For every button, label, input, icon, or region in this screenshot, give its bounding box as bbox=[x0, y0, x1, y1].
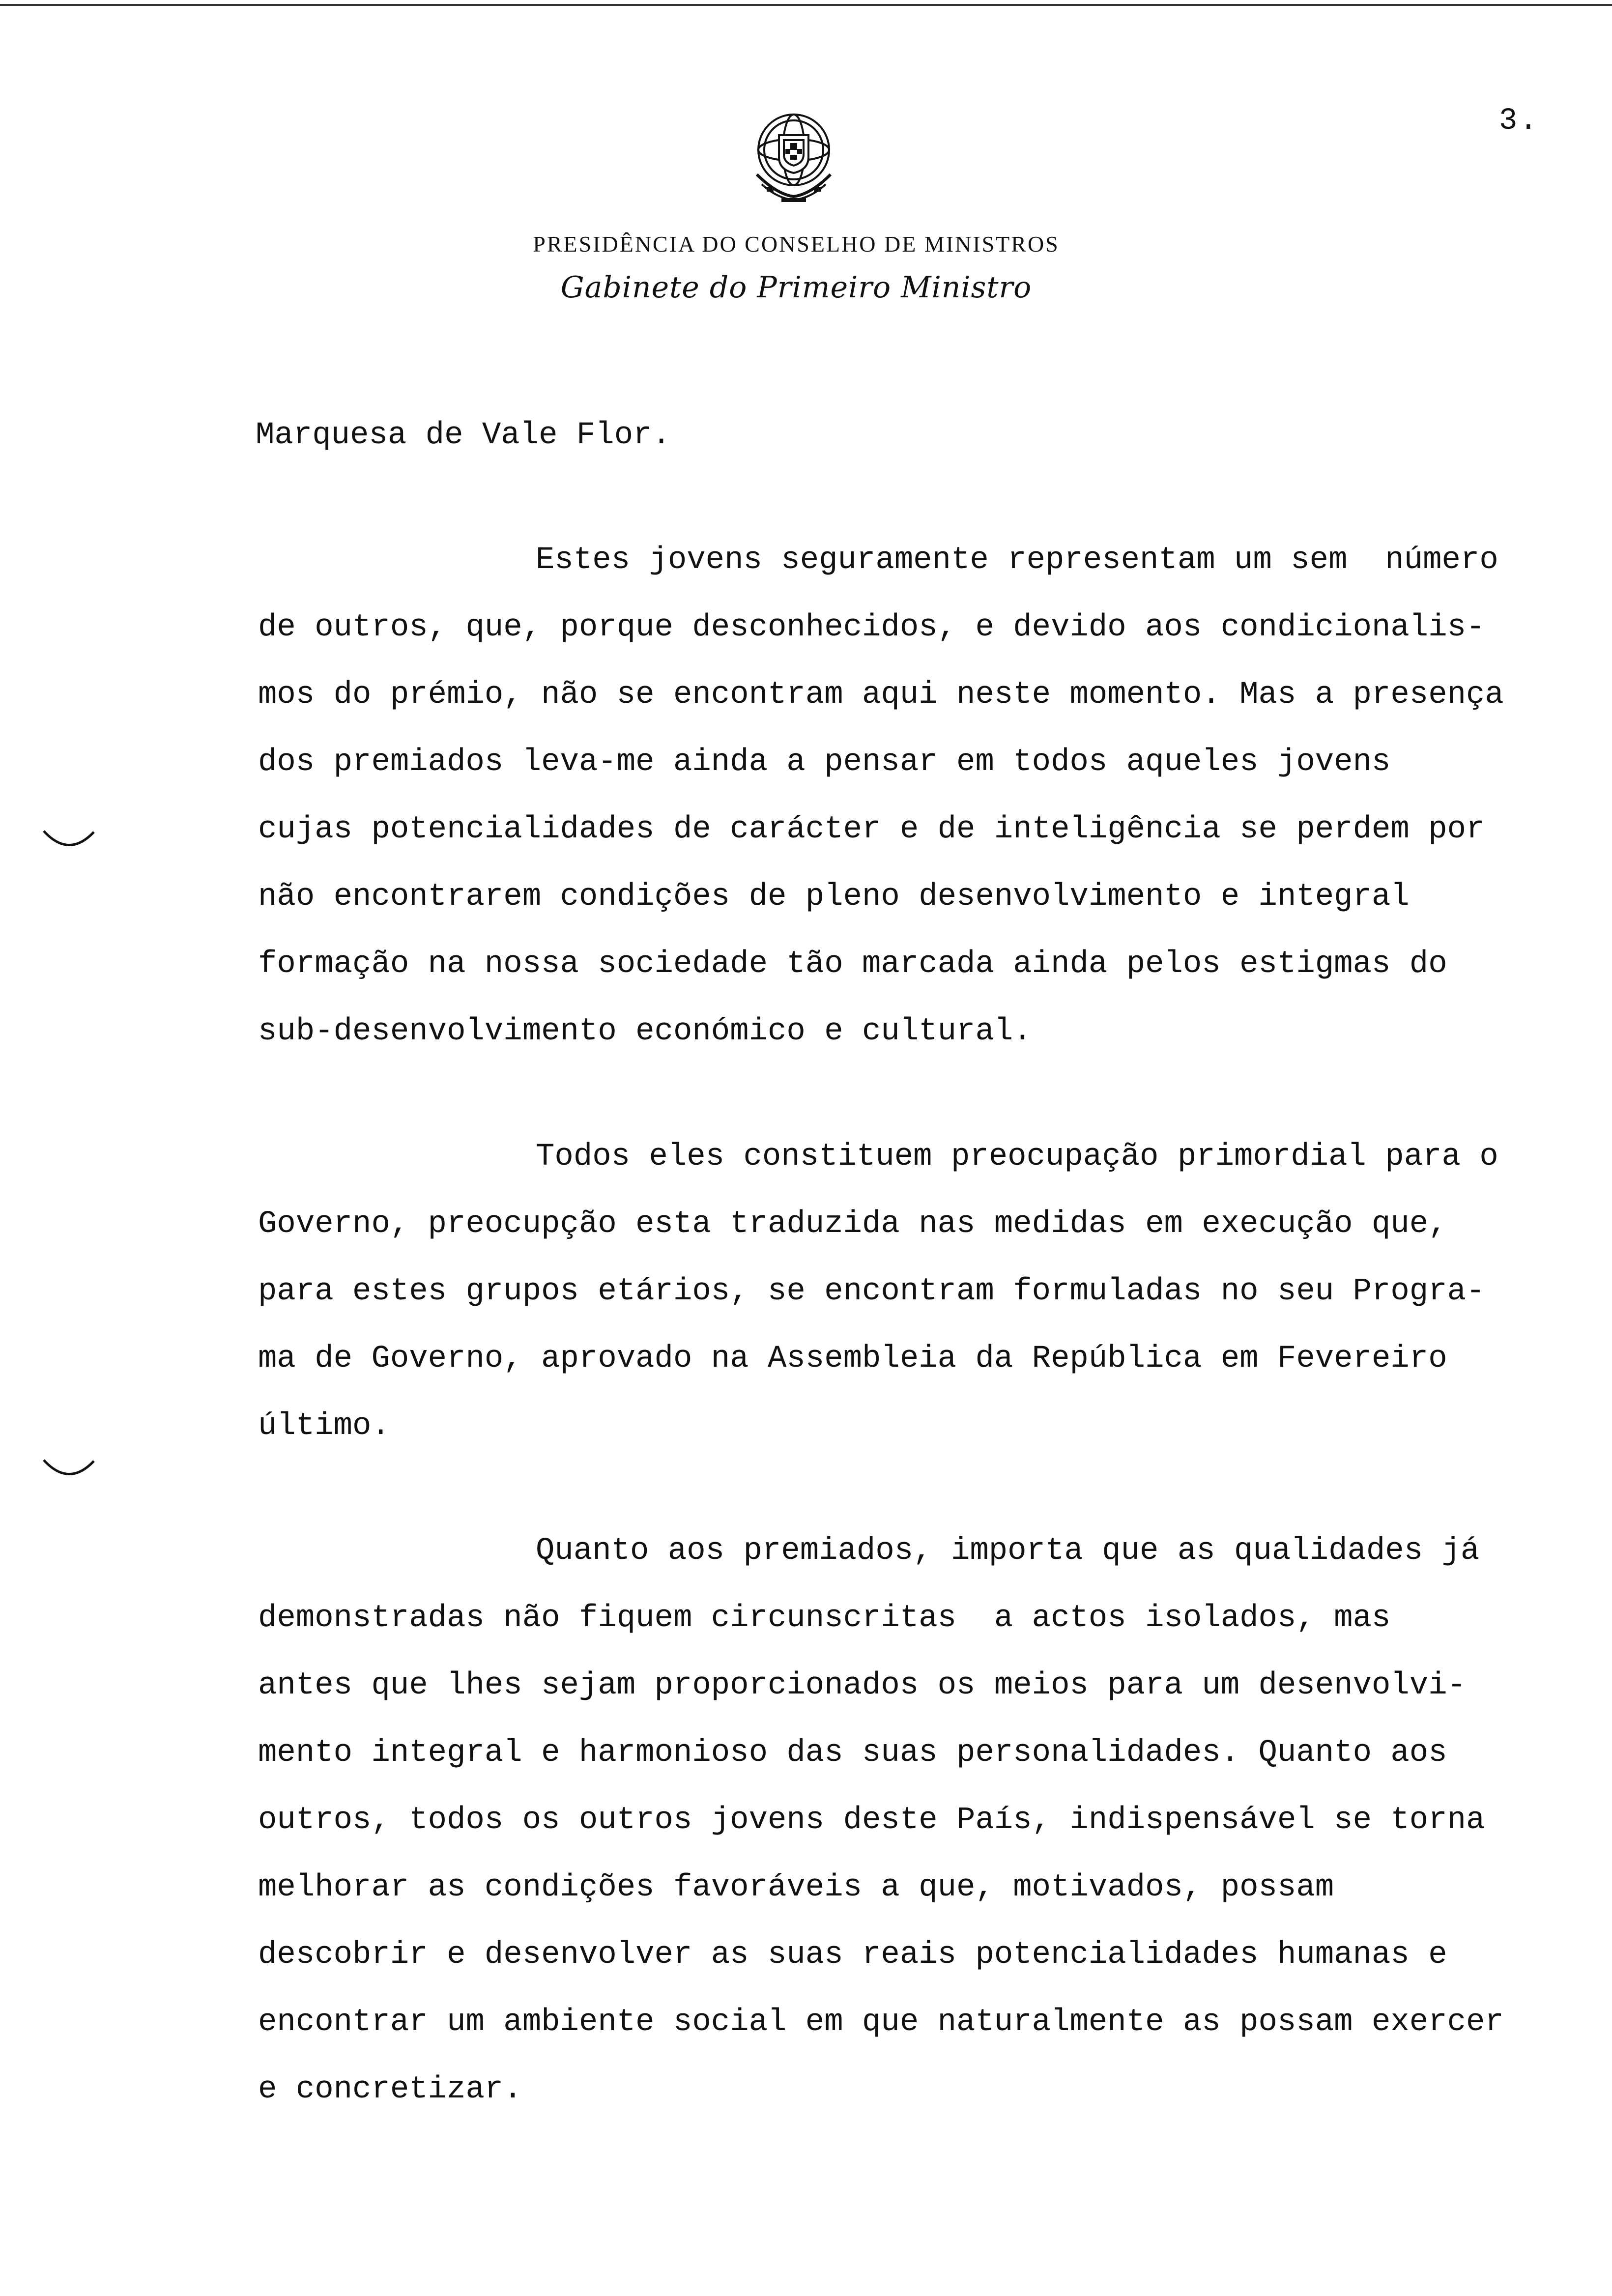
binding-hole-mark-icon bbox=[42, 828, 96, 853]
paragraph-line: sub-desenvolvimento económico e cultural. bbox=[258, 1014, 1032, 1049]
paragraph-line: encontrar um ambiente social em que naturalmente as possam exercer bbox=[258, 2005, 1504, 2040]
paragraph-line: de outros, que, porque desconhecidos, e devido aos condicionalis- bbox=[258, 610, 1485, 645]
paragraph-line: Quanto aos premiados, importa que as qualidades já bbox=[536, 1533, 1480, 1569]
paragraph-line: Todos eles constituem preocupação primordial para o bbox=[536, 1139, 1498, 1175]
office-subtitle: Gabinete do Primeiro Ministro bbox=[560, 270, 1032, 305]
binding-hole-mark-icon bbox=[42, 1457, 96, 1482]
paragraph-line: descobrir e desenvolver as suas reais potencialidades humanas e bbox=[258, 1937, 1447, 1973]
paragraph-line: melhorar as condições favoráveis a que, motivados, possam bbox=[258, 1870, 1334, 1905]
page-number: 3. bbox=[1499, 103, 1540, 138]
paragraph-line: e concretizar. bbox=[258, 2072, 522, 2107]
portuguese-coat-of-arms-icon bbox=[737, 101, 850, 214]
paragraph-line: cujas potencialidades de carácter e de inteligência se perdem por bbox=[258, 812, 1485, 847]
paragraph-line: demonstradas não fiquem circunscritas a actos isolados, mas bbox=[258, 1601, 1391, 1636]
paragraph-line: não encontrarem condições de pleno desenvolvimento e integral bbox=[258, 879, 1410, 915]
paragraph-line: para estes grupos etários, se encontram formuladas no seu Progra- bbox=[258, 1274, 1485, 1309]
paragraph-line: ma de Governo, aprovado na Assembleia da República em Fevereiro bbox=[258, 1341, 1447, 1377]
paragraph-line: Governo, preocupção esta traduzida nas medidas em execução que, bbox=[258, 1206, 1447, 1242]
paragraph-line: mos do prémio, não se encontram aqui neste momento. Mas a presença bbox=[258, 677, 1504, 713]
paragraph-line: dos premiados leva-me ainda a pensar em todos aqueles jovens bbox=[258, 745, 1391, 780]
paragraph-line: último. bbox=[258, 1408, 390, 1444]
page-top-rule bbox=[0, 4, 1612, 6]
paragraph-line: formação na nossa sociedade tão marcada ainda pelos estigmas do bbox=[258, 947, 1447, 982]
paragraph-line: Estes jovens seguramente representam um sem número bbox=[536, 543, 1498, 578]
paragraph-line: mento integral e harmonioso das suas personalidades. Quanto aos bbox=[258, 1735, 1447, 1771]
office-title: PRESIDÊNCIA DO CONSELHO DE MINISTROS bbox=[533, 231, 1060, 257]
salutation: Marquesa de Vale Flor. bbox=[256, 418, 671, 453]
paragraph-line: antes que lhes sejam proporcionados os meios para um desenvolvi- bbox=[258, 1668, 1466, 1703]
paragraph-line: outros, todos os outros jovens deste País, indispensável se torna bbox=[258, 1803, 1485, 1838]
